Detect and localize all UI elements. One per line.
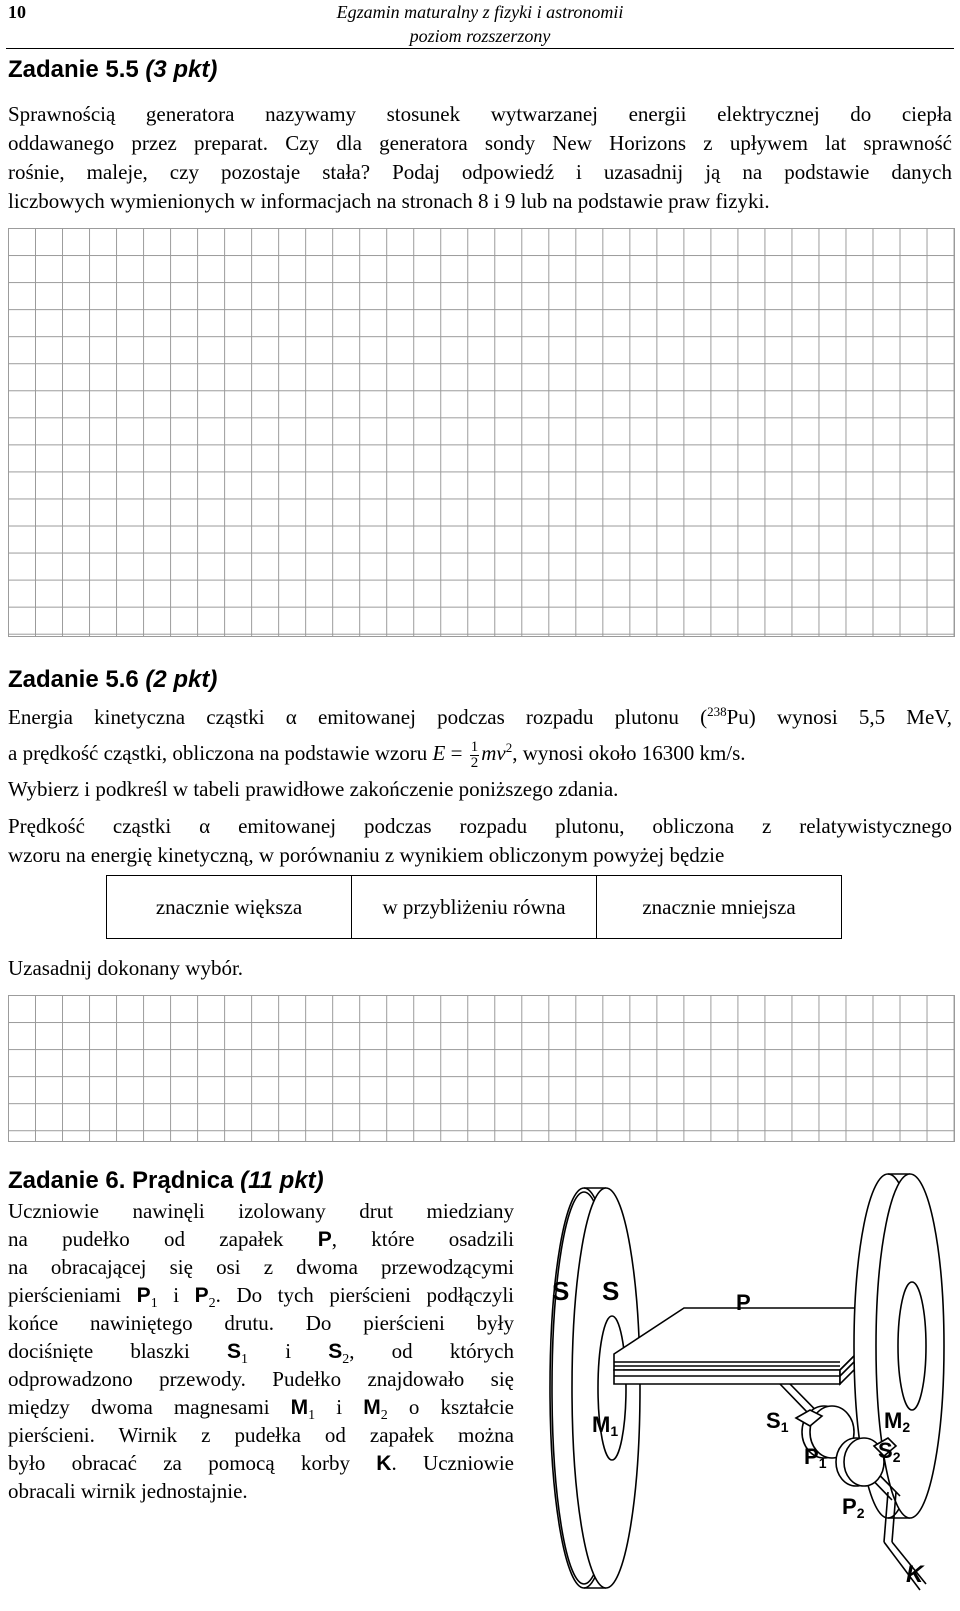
line-text: dociśnięte blaszki <box>8 1339 227 1363</box>
task-5-5-heading <box>8 56 217 84</box>
bold-symbol: M <box>363 1396 381 1419</box>
task-6-line <box>8 1393 514 1424</box>
line-text: i <box>315 1395 364 1419</box>
task-6-line <box>8 1421 514 1449</box>
formula-equals: = <box>445 741 468 765</box>
bold-symbol: P <box>194 1284 209 1307</box>
formula-fraction <box>470 740 480 771</box>
option-much-smaller[interactable]: znacznie mniejsza <box>597 876 842 939</box>
answer-grid-5-5[interactable] <box>8 228 955 637</box>
line-text: o kształcie <box>387 1395 514 1419</box>
label-m2-letter: M <box>884 1408 903 1433</box>
task-6-line <box>8 1449 514 1477</box>
label-p2-letter: P <box>842 1494 857 1519</box>
task-5-5-points: (3 pkt) <box>145 56 218 83</box>
task-6-line <box>8 1197 514 1225</box>
bold-symbol: P <box>317 1228 332 1251</box>
answer-grid-5-6[interactable] <box>8 995 955 1142</box>
line2-text-a: a prędkość cząstki, obliczona na podstawie wzoru <box>8 741 433 765</box>
line1-text-a: Energia kinetyczna cząstki α emitowanej podczas rozpadu plutonu ( <box>8 705 708 729</box>
task-6-line <box>8 1281 514 1312</box>
subscript: 2 <box>380 1408 388 1424</box>
line-text: odprowadzono przewody. Pudełko znajdowało się <box>8 1367 514 1391</box>
label-s1-sub: 1 <box>780 1419 789 1435</box>
task-5-5-line: liczbowych wymienionych w informacjach na stronach 8 i 9 lub na podstawie praw fizyki. <box>8 189 770 213</box>
subscript: 2 <box>208 1296 216 1312</box>
line-text: . Uczniowie <box>391 1451 514 1475</box>
generator-diagram <box>540 1170 960 1611</box>
task-6-line <box>8 1309 514 1337</box>
line-text: było obracać za pomocą korby <box>8 1451 377 1475</box>
fraction-numerator: 1 <box>470 738 479 755</box>
task-5-6-line1 <box>8 700 952 734</box>
line-text: na pudełko od zapałek <box>8 1227 318 1251</box>
formula-mv: mv <box>481 741 506 765</box>
label-s2-letter: S <box>878 1438 893 1463</box>
task-5-6-line3: Wybierz i podkreśl w tabeli prawidłowe zakończenie poniższego zdania. <box>8 777 619 801</box>
line-text: obracali wirnik jednostajnie. <box>8 1479 248 1503</box>
line-text: końce nawiniętego drutu. Do pierścieni były <box>8 1311 514 1335</box>
line-text: Uczniowie nawinęli izolowany drut miedziany <box>8 1199 514 1223</box>
line-text: i <box>248 1339 329 1363</box>
isotope-mass-number: 238 <box>707 704 727 719</box>
task-6-points: (11 pkt) <box>240 1167 324 1194</box>
label-m2-sub: 2 <box>902 1419 911 1435</box>
label-s2-sub: 2 <box>892 1449 901 1465</box>
task-5-6-intro <box>8 700 952 870</box>
line-text: pierścieniami <box>8 1283 137 1307</box>
task-6-title: Zadanie 6. Prądnica <box>8 1167 241 1194</box>
task-5-6-line5: wzoru na energię kinetyczną, w porównaniu z wynikiem obliczonym powyżej będzie <box>8 843 725 867</box>
bold-symbol: S <box>328 1340 343 1363</box>
label-s1-letter: S <box>766 1408 781 1433</box>
formula-exponent: 2 <box>505 740 513 755</box>
task-5-6-heading <box>8 666 217 694</box>
label-s1 <box>766 1408 789 1435</box>
exam-title-line1: Egzamin maturalny z fizyki i astronomii <box>336 2 624 22</box>
task-5-5-question <box>8 100 952 216</box>
label-m1-letter: M <box>592 1412 611 1437</box>
exam-title <box>190 0 770 48</box>
fraction-denominator: 2 <box>470 754 479 771</box>
label-p: P <box>736 1290 751 1315</box>
label-k: K <box>906 1561 924 1588</box>
task-5-6-points: (2 pkt) <box>145 666 218 693</box>
bold-symbol: K <box>376 1452 392 1475</box>
label-p1-sub: 1 <box>818 1455 827 1471</box>
label-s-right: S <box>602 1276 620 1306</box>
magnet-m1-ring <box>550 1188 640 1588</box>
task-6-heading <box>8 1167 324 1195</box>
label-m1-sub: 1 <box>610 1423 619 1439</box>
task-5-6-line2 <box>8 734 952 772</box>
line-text: . Do tych pierścieni podłączyli <box>215 1283 514 1307</box>
justify-prompt: Uzasadnij dokonany wybór. <box>8 956 244 980</box>
bold-symbol: P <box>136 1284 151 1307</box>
task-5-5-line: Sprawnością generatora nazywamy stosunek wytwarzanej energii elektrycznej do ciepła <box>8 102 952 126</box>
task-5-6-title: Zadanie 5.6 <box>8 666 146 693</box>
label-p1-letter: P <box>804 1444 819 1469</box>
header-divider <box>6 48 954 49</box>
line-text: pierścieni. Wirnik z pudełka od zapałek można <box>8 1423 514 1447</box>
line1-text-b: ) wynosi 5,5 MeV, <box>748 705 952 729</box>
subscript: 1 <box>241 1352 249 1368</box>
option-much-greater[interactable]: znacznie większa <box>107 876 352 939</box>
task-5-5-title: Zadanie 5.5 <box>8 56 146 83</box>
page-header <box>0 0 960 48</box>
task-6-line <box>8 1225 514 1253</box>
bold-symbol: S <box>227 1340 242 1363</box>
task-6-description <box>8 1197 514 1505</box>
task-6-line <box>8 1337 514 1368</box>
isotope-symbol: Pu <box>726 705 749 729</box>
label-s-left: S <box>552 1276 570 1306</box>
task-5-5-line: rośnie, maleje, czy pozostaje stała? Podaj odpowiedź i uzasadnij ją na podstawie danych <box>8 160 952 184</box>
task-5-5-line: oddawanego przez preparat. Czy dla generatora sondy New Horizons z upływem lat sprawność <box>8 131 952 155</box>
line-text: na obracającej się osi z dwoma przewodzącymi <box>8 1255 514 1279</box>
exam-title-line2: poziom rozszerzony <box>409 26 551 46</box>
page-number: 10 <box>8 2 26 22</box>
option-approximately-equal[interactable]: w przybliżeniu równa <box>352 876 597 939</box>
label-p2 <box>842 1494 865 1521</box>
answer-options-table <box>106 875 842 939</box>
subscript: 2 <box>342 1352 350 1368</box>
task-5-6-line4: Prędkość cząstki α emitowanej podczas rozpadu plutonu, obliczona z relatywistycznego <box>8 814 952 838</box>
task-6-line <box>8 1365 514 1393</box>
line2-text-b: , wynosi około 16300 km/s. <box>512 741 746 765</box>
line-text: między dwoma magnesami <box>8 1395 291 1419</box>
subscript: 1 <box>308 1408 316 1424</box>
label-p2-sub: 2 <box>856 1505 865 1521</box>
task-6-line <box>8 1253 514 1281</box>
line-text: , które osadzili <box>331 1227 515 1251</box>
subscript: 1 <box>150 1296 158 1312</box>
bold-symbol: M <box>290 1396 309 1419</box>
task-6-line <box>8 1477 514 1505</box>
line-text: i <box>157 1283 195 1307</box>
formula-lhs: E <box>432 741 446 765</box>
line-text: , od których <box>349 1339 514 1363</box>
